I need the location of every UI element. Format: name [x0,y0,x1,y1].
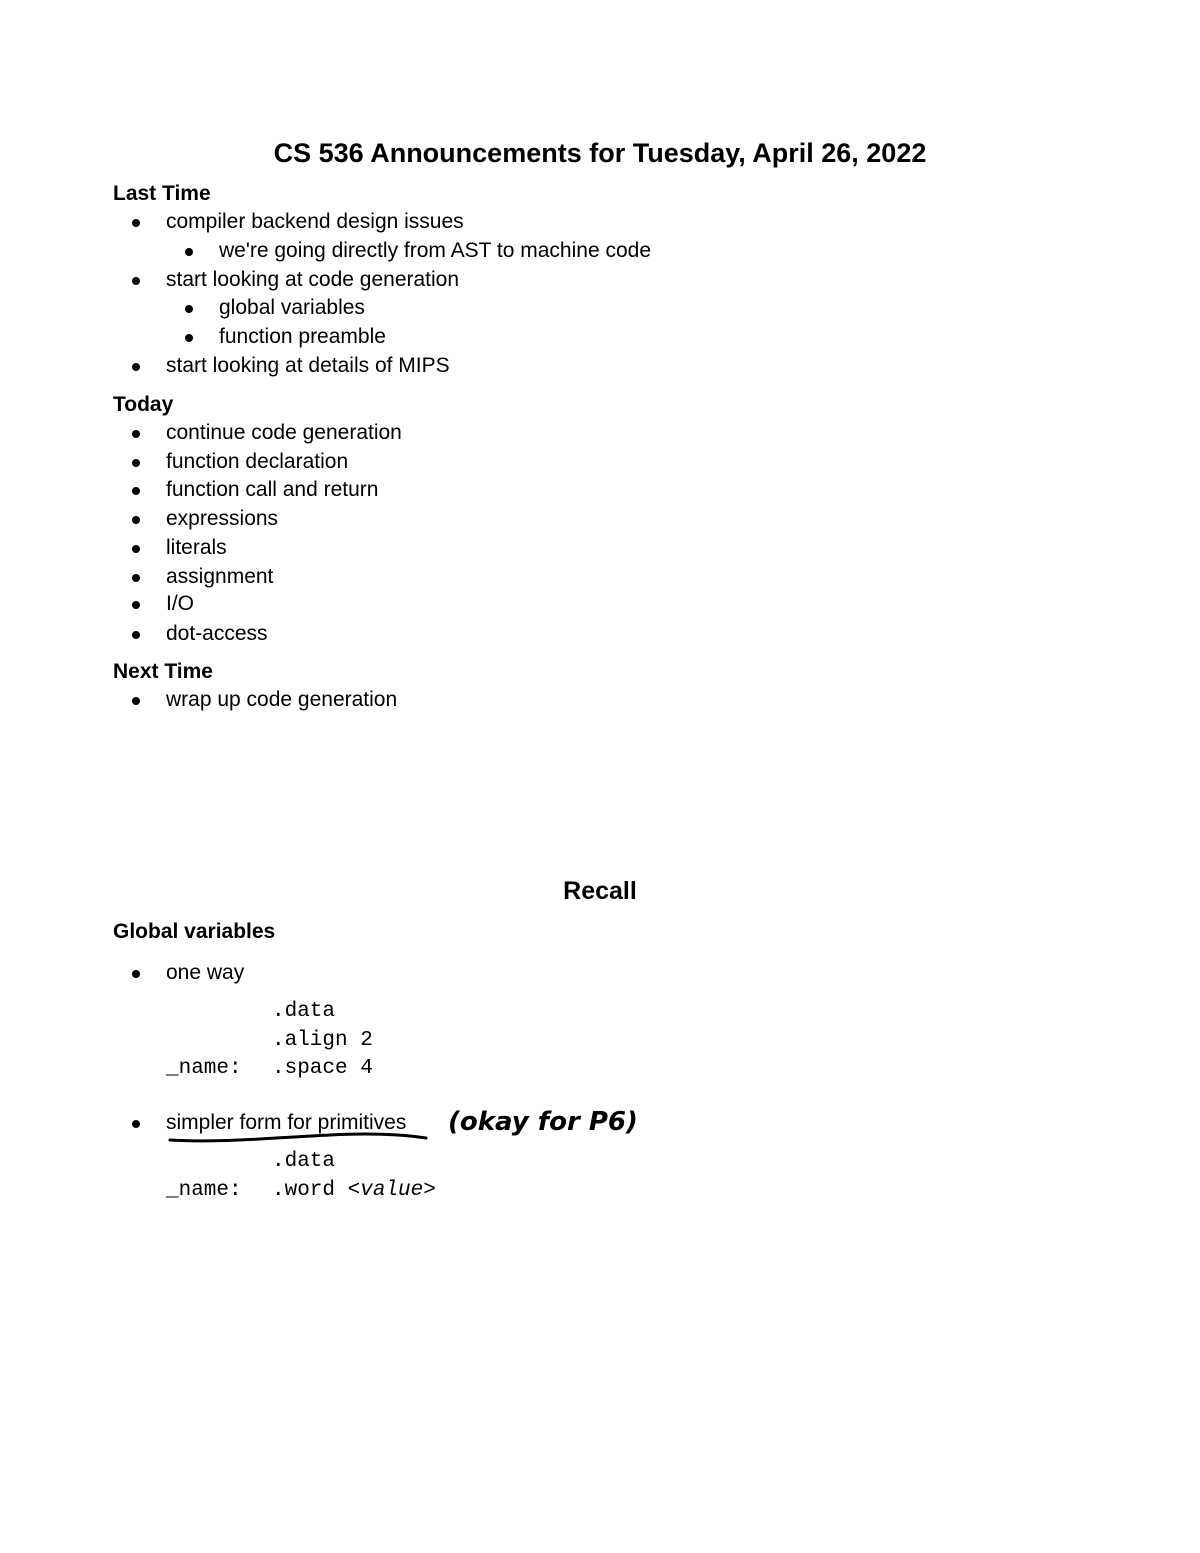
last-time-heading: Last Time [113,182,211,205]
code-close: > [423,1179,436,1202]
one-way-label: one way [166,961,245,984]
code-open: < [347,1179,361,1202]
handwriting-text: (okay for P6) [448,1107,638,1137]
bullet-icon [132,1120,140,1128]
code-line: .data [272,1000,336,1023]
last-time-subitem: global variables [219,296,365,319]
next-time-heading: Next Time [113,660,213,683]
bullet-icon [132,697,140,705]
code-label: _name: [166,1179,242,1202]
page-title: CS 536 Announcements for Tuesday, April 26, 2022 [273,138,927,168]
today-heading: Today [113,393,174,416]
bullet-icon [132,574,140,582]
bullet-icon [185,248,193,256]
recall-title: Recall [563,877,637,905]
last-time-item: start looking at details of MIPS [166,354,450,377]
bullet-icon [132,219,140,227]
last-time-subitem: we're going directly from AST to machine code [219,239,651,262]
code-value: value [360,1179,424,1202]
last-time-subitem: function preamble [219,325,386,348]
bullet-icon [132,363,140,371]
next-time-item: wrap up code generation [166,688,398,711]
handwritten-annotation [160,1100,680,1152]
bullet-icon [132,545,140,553]
today-item: literals [166,536,227,559]
code-line: .space 4 [272,1057,373,1080]
code-line [272,1177,436,1205]
today-item: I/O [166,592,195,615]
bullet-icon [185,334,193,342]
today-item: continue code generation [166,421,402,444]
last-time-item: compiler backend design issues [166,210,464,233]
bullet-icon [185,305,193,313]
bullet-icon [132,459,140,467]
code-line: .align 2 [272,1029,373,1052]
bullet-icon [132,601,140,609]
today-item: assignment [166,565,274,588]
simpler-form-label: simpler form for primitives [166,1111,407,1134]
code-line: .data [272,1150,336,1173]
today-item: function declaration [166,450,349,473]
global-variables-heading: Global variables [113,920,276,943]
code-label: _name: [166,1057,242,1080]
last-time-item: start looking at code generation [166,268,460,291]
bullet-icon [132,487,140,495]
bullet-icon [132,970,140,978]
bullet-icon [132,277,140,285]
code-word: .word [272,1179,336,1202]
today-item: dot-access [166,622,268,645]
bullet-icon [132,516,140,524]
today-item: function call and return [166,478,379,501]
bullet-icon [132,430,140,438]
today-item: expressions [166,507,279,530]
bullet-icon [132,631,140,639]
